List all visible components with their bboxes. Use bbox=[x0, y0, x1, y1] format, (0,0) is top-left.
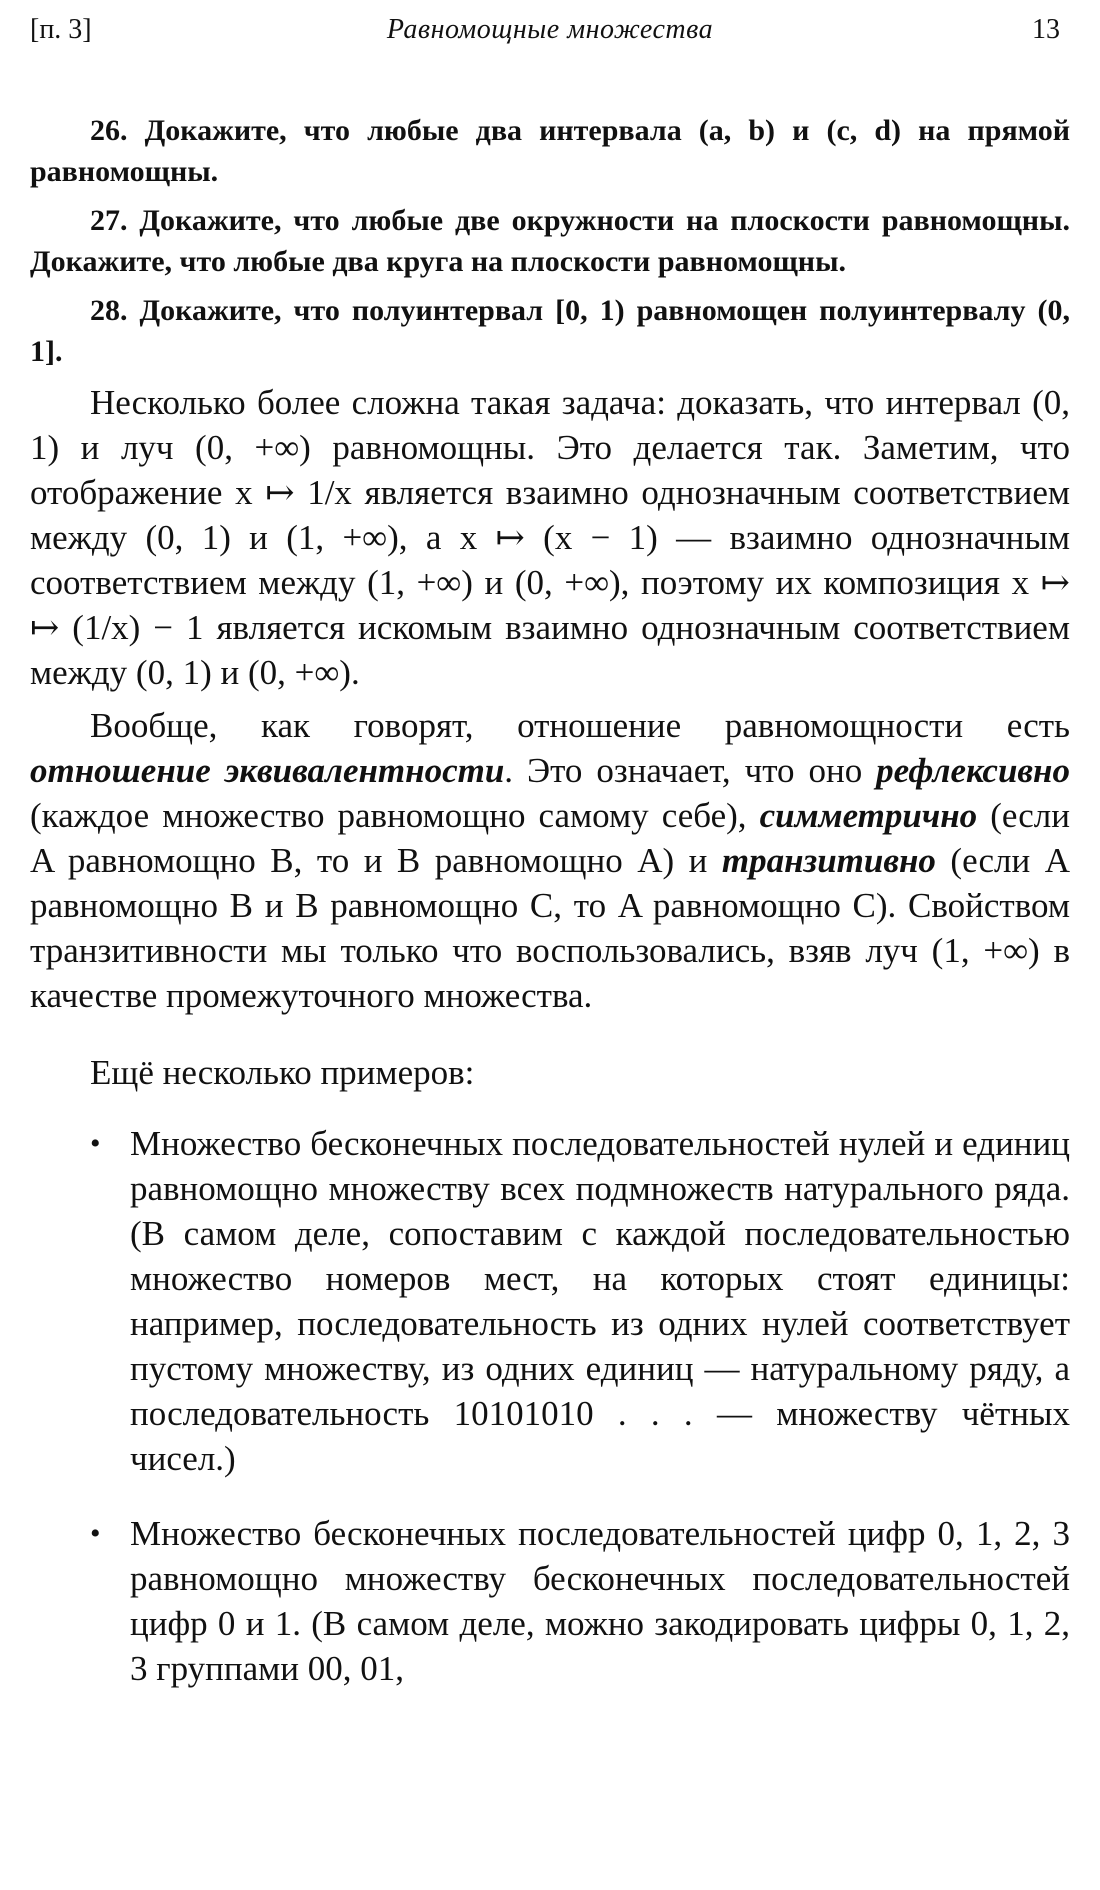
list-item bbox=[30, 1121, 1070, 1481]
page-body bbox=[30, 110, 1070, 1691]
page-number: 13 bbox=[1032, 14, 1060, 45]
text-run: (если A равномощно B, то и B равномощно A) и bbox=[30, 796, 1071, 880]
list-item bbox=[30, 1511, 1070, 1691]
term-transitive: транзитивно bbox=[721, 841, 936, 880]
list-item-text: Множество бесконечных последовательностей цифр 0, 1, 2, 3 равномощно множеству бесконечных последовательностей цифр 0 и 1. (В самом деле, можно закодировать цифры 0, 1, 2, 3 группами 00, 01, bbox=[130, 1514, 1070, 1688]
examples-intro: Ещё несколько примеров: bbox=[90, 1053, 475, 1092]
problem-27 bbox=[30, 200, 1070, 282]
text-run: (каждое множество равномощно самому себе), bbox=[30, 796, 760, 835]
book-page bbox=[30, 0, 1070, 1890]
text-run: . Это означает, что оно bbox=[504, 751, 877, 790]
section-reference: [п. 3] bbox=[30, 14, 92, 45]
term-equivalence-relation: отношение эквивалентности bbox=[30, 751, 505, 790]
term-reflexive: рефлексивно bbox=[876, 751, 1070, 790]
problem-28 bbox=[30, 290, 1070, 372]
chapter-title: Равномощные множества bbox=[386, 14, 714, 45]
term-symmetric: симметрично bbox=[759, 796, 978, 835]
running-head bbox=[30, 10, 1070, 50]
problem-text: Докажите, что любые две окружности на плоскости равномощны. Докажите, что любые два круга на плоскости равномощны. bbox=[30, 204, 1070, 278]
paragraph-equivalence bbox=[30, 703, 1070, 1018]
text-run: (если A равномощно B и B равномощно C, то A равномощно C). Свойством транзитивности мы только что воспользовались, взяв луч (1, +∞) в качестве промежуточного множества. bbox=[30, 841, 1070, 1015]
bullet-icon: • bbox=[90, 1127, 101, 1160]
problem-number: 27. bbox=[90, 204, 128, 237]
text-run: Вообще, как говорят, отношение равномощности есть bbox=[90, 706, 1070, 745]
examples-list bbox=[30, 1121, 1070, 1691]
problem-text: Докажите, что полуинтервал [0, 1) равномощен полуинтервалу (0, 1]. bbox=[30, 294, 1070, 368]
list-item-text: Множество бесконечных последовательностей нулей и единиц равномощно множеству всех подмножеств натурального ряда. (В самом деле, сопоставим с каждой последовательностью множество номеров мест, на которых стоят единицы: например, последовательность из одних нулей соответствует пустому множеству, из одних единиц — натуральному ряду, а последовательность 10101010 . . . — множеству чётных чисел.) bbox=[130, 1124, 1070, 1478]
problem-text: Докажите, что любые два интервала (a, b) и (c, d) на прямой равномощны. bbox=[30, 114, 1071, 188]
problem-number: 28. bbox=[90, 294, 128, 327]
bullet-icon: • bbox=[90, 1517, 101, 1550]
paragraph-interval-ray: Несколько более сложна такая задача: доказать, что интервал (0, 1) и луч (0, +∞) равномощны. Это делается так. Заметим, что отображение x ↦ 1/x является взаимно однозначным соответствием между (0, 1) и (1, +∞), а x ↦ (x − 1) — взаимно однозначным соответствием между (1, +∞) и (0, +∞), поэтому их композиция x ↦ ↦ (1/x) − 1 является искомым взаимно однозначным соответствием между (0, 1) и (0, +∞). bbox=[30, 383, 1070, 692]
problem-26 bbox=[30, 110, 1070, 192]
problem-number: 26. bbox=[90, 114, 128, 147]
